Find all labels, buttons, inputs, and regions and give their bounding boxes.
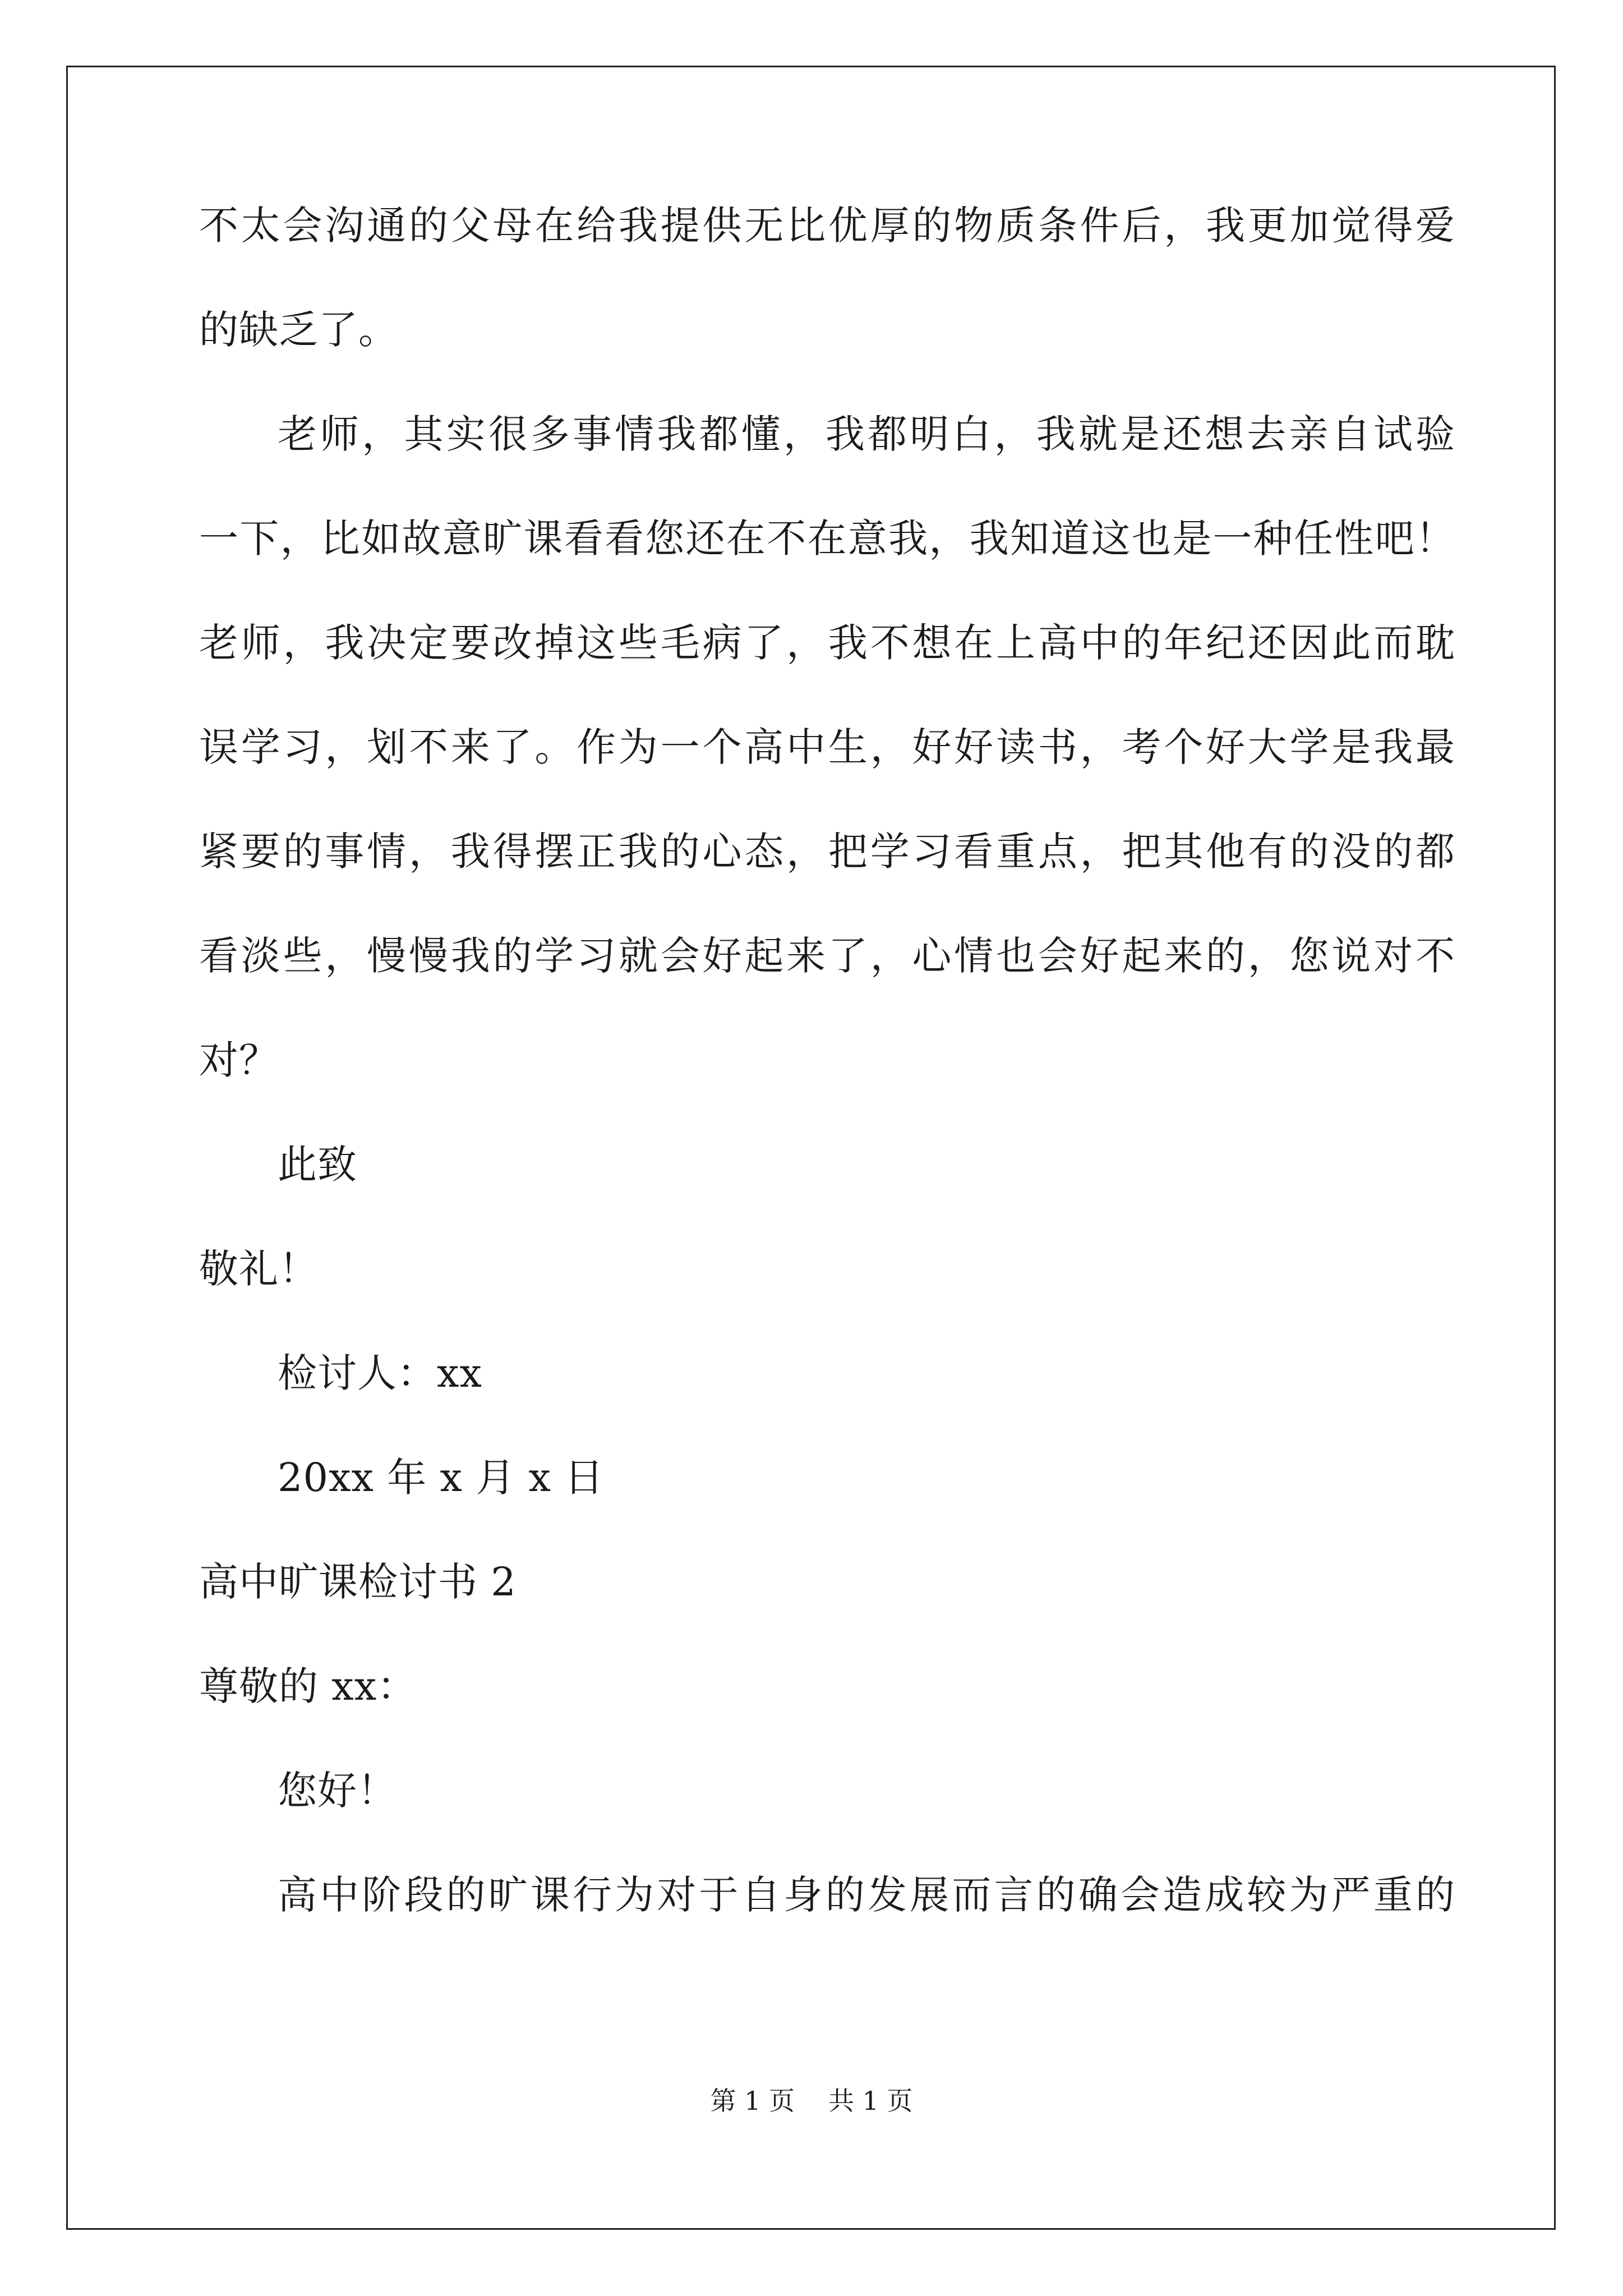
greeting-addressee: 尊敬的 xx： xyxy=(199,1663,417,1709)
paragraph-line: 老师，其实很多事情我都懂，我都明白，我就是还想去亲自试验 xyxy=(278,411,1455,457)
paragraph-line: 对？ xyxy=(199,1037,279,1083)
page-number-current: 第 1 页 xyxy=(710,2086,795,2116)
closing-regards: 敬礼！ xyxy=(199,1246,319,1292)
paragraph-line: 紧要的事情，我得摆正我的心态，把学习看重点，把其他有的没的都 xyxy=(199,829,1455,875)
paragraph-line: 不太会沟通的父母在给我提供无比优厚的物质条件后，我更加觉得爱 xyxy=(199,203,1455,249)
paragraph-line: 老师，我决定要改掉这些毛病了，我不想在上高中的年纪还因此而耽 xyxy=(199,620,1455,666)
paragraph-line: 看淡些，慢慢我的学习就会好起来了，心情也会好起来的，您说对不 xyxy=(199,933,1455,979)
section-title: 高中旷课检讨书 2 xyxy=(199,1559,517,1605)
paragraph-line: 高中阶段的旷课行为对于自身的发展而言的确会造成较为严重的 xyxy=(278,1872,1455,1918)
paragraph-line: 误学习，划不来了。作为一个高中生，好好读书，考个好大学是我最 xyxy=(199,724,1455,770)
page-number-total: 共 1 页 xyxy=(828,2086,913,2116)
paragraph-line: 的缺乏了。 xyxy=(199,307,398,353)
closing-salutation: 此致 xyxy=(278,1142,357,1188)
greeting: 您好！ xyxy=(278,1768,397,1814)
signature-line: 检讨人：xx xyxy=(278,1350,482,1396)
page-footer xyxy=(0,2084,1623,2118)
date-line: 20xx 年 x 月 x 日 xyxy=(278,1455,605,1501)
paragraph-line: 一下，比如故意旷课看看您还在不在意我，我知道这也是一种任性吧！ xyxy=(199,516,1455,562)
